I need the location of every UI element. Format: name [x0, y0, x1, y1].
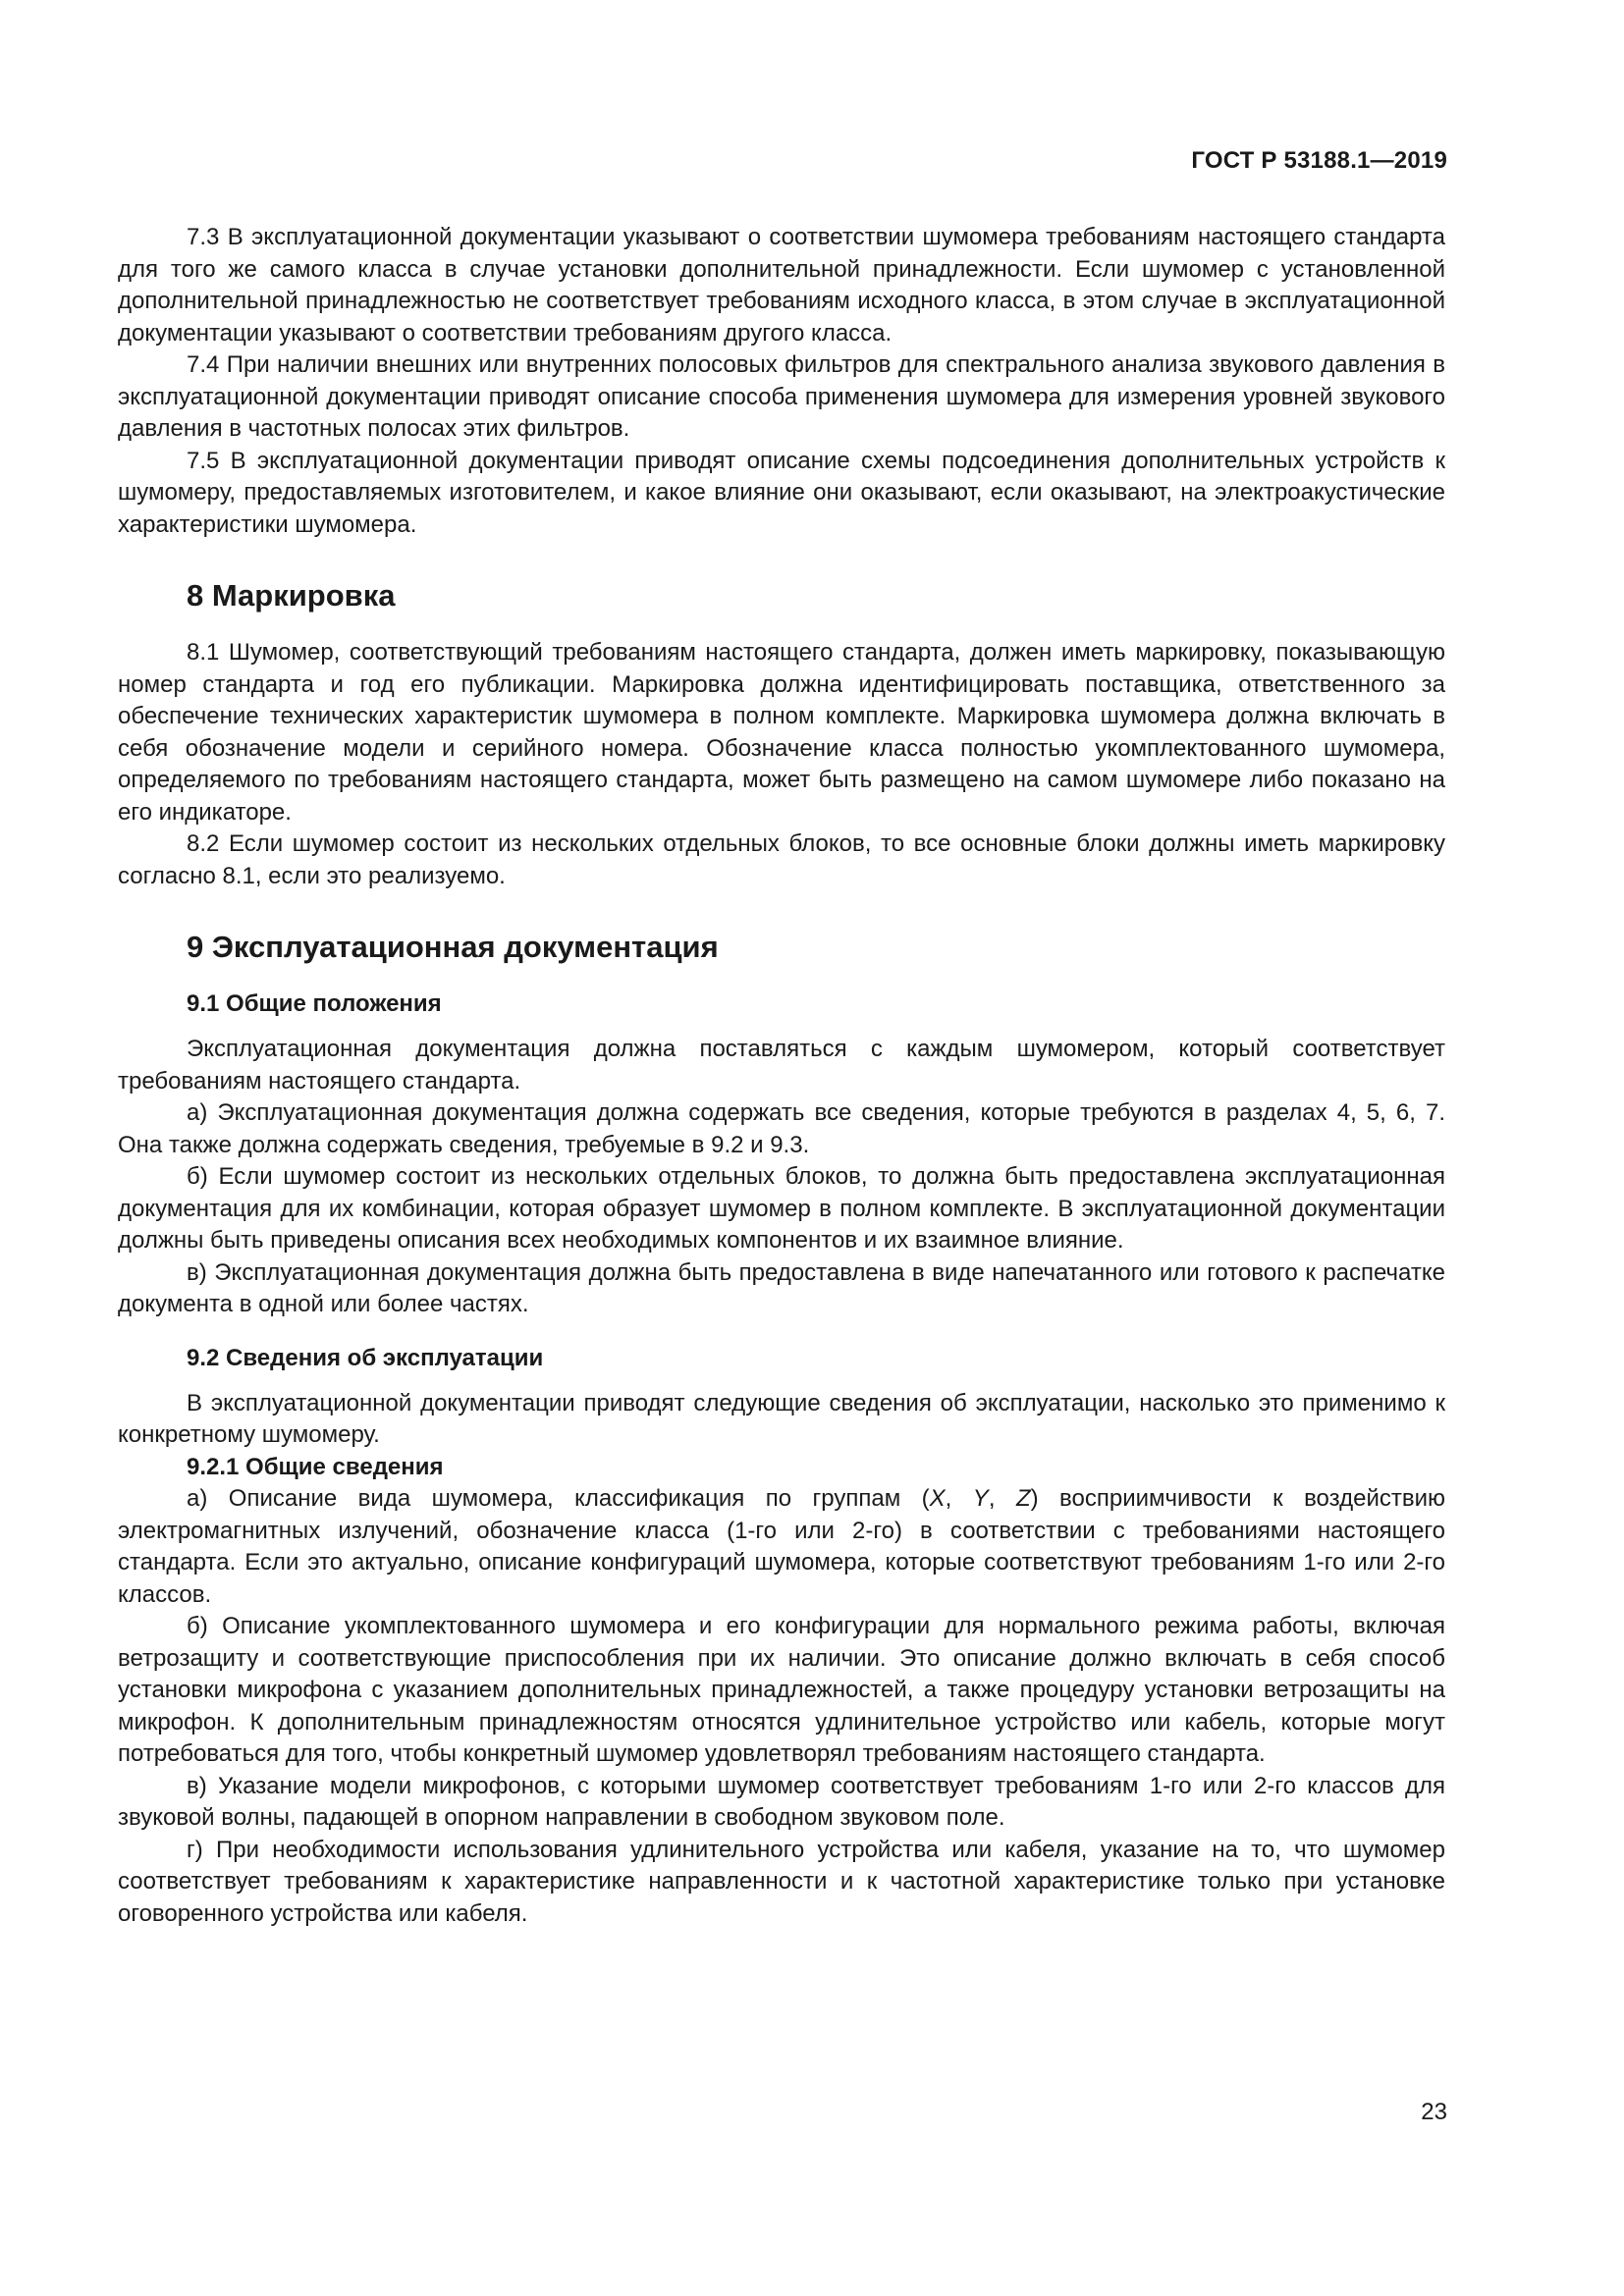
- paragraph-8-2: 8.2 Если шумомер состоит из нескольких отдельных блоков, то все основные блоки должны иметь маркировку согласно 8.1, если это реализуемо.: [118, 830, 1445, 889]
- subsection-9-2-1-heading: 9.2.1 Общие сведения: [187, 1453, 444, 1480]
- text-run: ) восприимчивости к воздействию электромагнитных излучений, обозначение класса (1-го или 2-го) в соответствии с требованиями настоящего стандарта. Если это актуально, описание конфигураций шумомера, которые соответствуют требованиям 1-го или 2-го классов.: [118, 1485, 1446, 1608]
- subsection-9-2-heading: 9.2 Сведения об эксплуатации: [187, 1344, 544, 1371]
- paragraph-9-1-v: в) Эксплуатационная документация должна быть предоставлена в виде напечатанного или готового к распечатке документа в одной или более частях.: [118, 1258, 1445, 1317]
- group-y: Y: [972, 1485, 989, 1512]
- section-8-heading: 8 Маркировка: [187, 578, 396, 613]
- paragraph-9-2-1-a: [118, 1483, 1445, 1611]
- page-content: [118, 222, 1445, 1930]
- paragraph-7-3: 7.3 В эксплуатационной документации указывают о соответствии шумомера требованиям настоящего стандарта для того же самого класса в случае установки дополнительной принадлежности. Если шумомер с установленной дополнительной принадлежностью не соответствует требованиям исходного класса, в этом случае в эксплуатационной документации указывают о соответствии требованиям другого класса.: [118, 224, 1445, 347]
- paragraph-7-4: 7.4 При наличии внешних или внутренних полосовых фильтров для спектрального анализа звукового давления в эксплуатационной документации приводят описание способа применения шумомера для измерения уровней звукового давления в частотных полосах этих фильтров.: [118, 351, 1445, 442]
- subsection-9-1-heading: 9.1 Общие положения: [187, 990, 442, 1017]
- paragraph-9-1-intro: Эксплуатационная документация должна поставляться с каждым шумомером, который соответствует требованиям настоящего стандарта.: [118, 1036, 1445, 1095]
- paragraph-9-1-b: б) Если шумомер состоит из нескольких отдельных блоков, то должна быть предоставлена эксплуатационная документация для их комбинации, которая образует шумомер в полном комплекте. В эксплуатационной документации должны быть приведены описания всех необходимых компонентов и их взаимное влияние.: [118, 1163, 1445, 1254]
- group-x: X: [929, 1485, 946, 1512]
- paragraph-9-2-intro: В эксплуатационной документации приводят следующие сведения об эксплуатации, насколько это применимо к конкретному шумомеру.: [118, 1389, 1445, 1448]
- text-run: ,: [988, 1485, 1016, 1512]
- text-run: а) Описание вида шумомера, классификация по группам (: [187, 1485, 930, 1512]
- paragraph-9-2-1-v: в) Указание модели микрофонов, с которыми шумомер соответствует требованиям 1-го или 2-го классов для звуковой волны, падающей в опорном направлении в свободном звуковом поле.: [118, 1772, 1445, 1831]
- paragraph-9-1-a: а) Эксплуатационная документация должна содержать все сведения, которые требуются в разделах 4, 5, 6, 7. Она также должна содержать сведения, требуемые в 9.2 и 9.3.: [118, 1099, 1445, 1158]
- text-run: ,: [945, 1485, 973, 1512]
- paragraph-8-1: 8.1 Шумомер, соответствующий требованиям настоящего стандарта, должен иметь маркировку, показывающую номер стандарта и год его публикации. Маркировка должна идентифицировать поставщика, ответственного за обеспечение технических характеристик шумомера в полном комплекте. Маркировка шумомера должна включать в себя обозначение модели и серийного номера. Обозначение класса полностью укомплектованного шумомера, определяемого по требованиям настоящего стандарта, может быть размещено на самом шумомере либо показано на его индикаторе.: [118, 639, 1445, 826]
- page-number: 23: [1421, 2099, 1447, 2125]
- paragraph-9-2-1-g: г) При необходимости использования удлинительного устройства или кабеля, указание на то, что шумомер соответствует требованиям к характеристике направленности и к частотной характеристике только при установке оговоренного устройства или кабеля.: [118, 1836, 1445, 1927]
- paragraph-7-5: 7.5 В эксплуатационной документации приводят описание схемы подсоединения дополнительных устройств к шумомеру, предоставляемых изготовителем, и какое влияние они оказывают, если оказывают, на электроакустические характеристики шумомера.: [118, 447, 1445, 538]
- group-z: Z: [1015, 1485, 1031, 1512]
- document-code-header: ГОСТ Р 53188.1—2019: [1191, 147, 1447, 174]
- paragraph-9-2-1-b: б) Описание укомплектованного шумомера и его конфигурации для нормального режима работы, включая ветрозащиту и соответствующие приспособления при их наличии. Это описание должно включать в себя способ установки микрофона с указанием дополнительных принадлежностей, а также процедуру установки ветрозащиты на микрофон. К дополнительным принадлежностям относятся удлинительное устройство или кабель, которые могут потребоваться для того, чтобы конкретный шумомер удовлетворял требованиям настоящего стандарта.: [118, 1613, 1445, 1767]
- section-9-heading: 9 Эксплуатационная документация: [187, 930, 719, 964]
